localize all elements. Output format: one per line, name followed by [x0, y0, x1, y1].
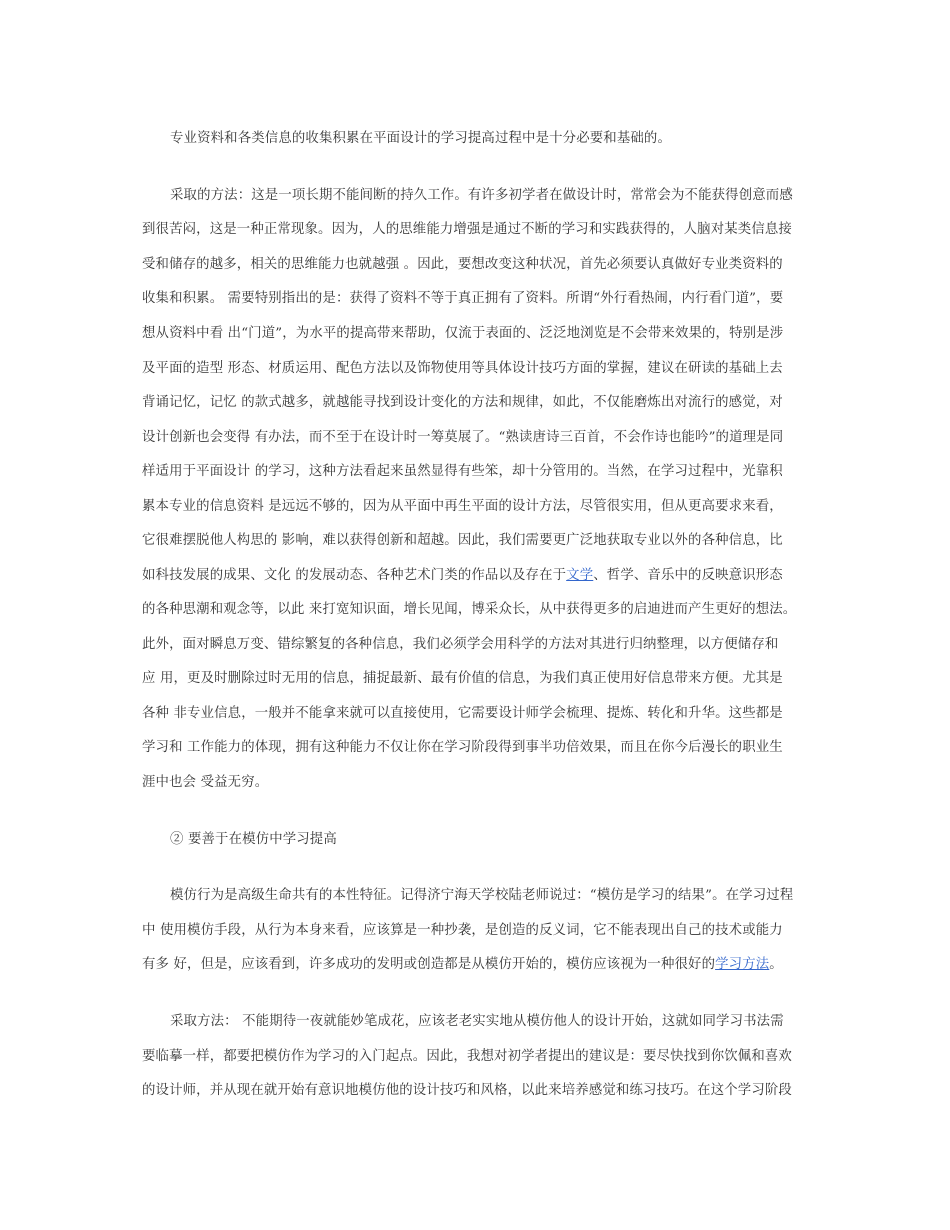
paragraph-line: 收集和积累。 需要特别指出的是：获得了资料不等于真正拥有了资料。所谓“外行看热闹，内行看门道”，要 [142, 291, 784, 306]
text-segment: 、哲学、音乐中的反映意识形态 [593, 568, 783, 583]
paragraph-line: 学习和 工作能力的体现，拥有这种能力不仅让你在学习阶段得到事半功倍效果，而且在你今后漫长的职业生 [142, 740, 783, 755]
paragraph-line [142, 956, 783, 974]
link-learning-method[interactable]: 学习方法 [715, 957, 770, 972]
paragraph-line: 想从资料中看 出“门道”，为水平的提高带来帮助，仅流于表面的、泛泛地浏览是不会带来效果的，特别是涉 [142, 326, 784, 341]
text-segment: 如科技发展的成果、文化 的发展动态、各种艺术门类的作品以及存在于 [142, 568, 567, 583]
section-heading: ② 要善于在模仿中学习提高 [170, 832, 337, 847]
link-literature[interactable]: 文学 [566, 568, 594, 583]
paragraph-line: 要临摹一样，都要把模仿作为学习的入门起点。因此，我想对初学者提出的建议是：要尽快找到你饮佩和喜欢 [142, 1049, 792, 1064]
paragraph-line: 模仿行为是高级生命共有的本性特征。记得济宁海天学校陆老师说过：“模仿是学习的结果”。在学习过程 [170, 888, 794, 903]
paragraph-line: 应 用，更及时删除过时无用的信息，捕捉最新、最有价值的信息，为我们真正使用好信息带来方便。尤其是 [142, 671, 783, 686]
paragraph-line: 的设计师，并从现在就开始有意识地模仿他的设计技巧和风格，以此来培养感觉和练习技巧。在这个学习阶段 [142, 1083, 792, 1098]
paragraph-line: 各种 非专业信息，一般并不能拿来就可以直接使用，它需要设计师学会梳理、提炼、转化和升华。这些都是 [142, 706, 783, 721]
paragraph-intro: 专业资料和各类信息的收集积累在平面设计的学习提高过程中是十分必要和基础的。 [170, 131, 672, 146]
paragraph-line: 中 使用模仿手段，从行为本身来看，应该算是一种抄袭，是创造的反义词，它不能表现出自己的技术或能力 [142, 923, 783, 938]
paragraph-line: 此外，面对瞬息万变、错综繁复的各种信息，我们必须学会用科学的方法对其进行归纳整理，以方便储存和 [142, 637, 779, 652]
paragraph-line: 它很难摆脱他人构思的 影响，难以获得创新和超越。因此，我们需要更广泛地获取专业以外的各种信息，比 [142, 533, 783, 548]
paragraph-line: 设计创新也会变得 有办法，而不至于在设计时一筹莫展了。“熟读唐诗三百首，不会作诗也能吟”的道理是同 [142, 430, 784, 445]
paragraph-line: 样适用于平面设计 的学习，这种方法看起来虽然显得有些笨，却十分管用的。当然，在学习过程中，光靠积 [142, 464, 783, 479]
paragraph-line: 受和储存的越多，相关的思维能力也就越强 。因此，要想改变这种状况，首先必须要认真做好专业类资料的 [142, 257, 783, 272]
paragraph-line: 累本专业的信息资料 是远远不够的，因为从平面中再生平面的设计方法，尽管很实用，但从更高要求来看， [142, 499, 783, 514]
text-segment: 。 [769, 957, 783, 972]
paragraph-line [142, 567, 783, 585]
paragraph-line: 到很苦闷，这是一种正常现象。因为，人的思维能力增强是通过不断的学习和实践获得的，人脑对某类信息接 [142, 222, 792, 237]
paragraph-line: 及平面的造型 形态、材质运用、配色方法以及饰物使用等具体设计技巧方面的掌握，建议在研读的基础上去 [142, 361, 783, 376]
paragraph-line: 涯中也会 受益无穷。 [142, 775, 269, 790]
text-segment: 有多 好，但是，应该看到，许多成功的发明或创造都是从模仿开始的，模仿应该视为一种很好的 [142, 957, 716, 972]
paragraph-line: 背诵记忆，记忆 的款式越多，就越能寻找到设计变化的方法和规律，如此，不仅能磨炼出对流行的感觉，对 [142, 395, 783, 410]
paragraph-line: 采取方法： 不能期待一夜就能妙笔成花，应该老老实实地从模仿他人的设计开始，这就如同学习书法需 [170, 1014, 784, 1029]
paragraph-line: 采取的方法：这是一项长期不能间断的持久工作。有许多初学者在做设计时，常常会为不能获得创意而感 [170, 188, 793, 203]
paragraph-line: 的各种思潮和观念等，以此 来打宽知识面，增长见闻，博采众长，从中获得更多的启迪进而产生更好的想法。 [142, 602, 797, 617]
